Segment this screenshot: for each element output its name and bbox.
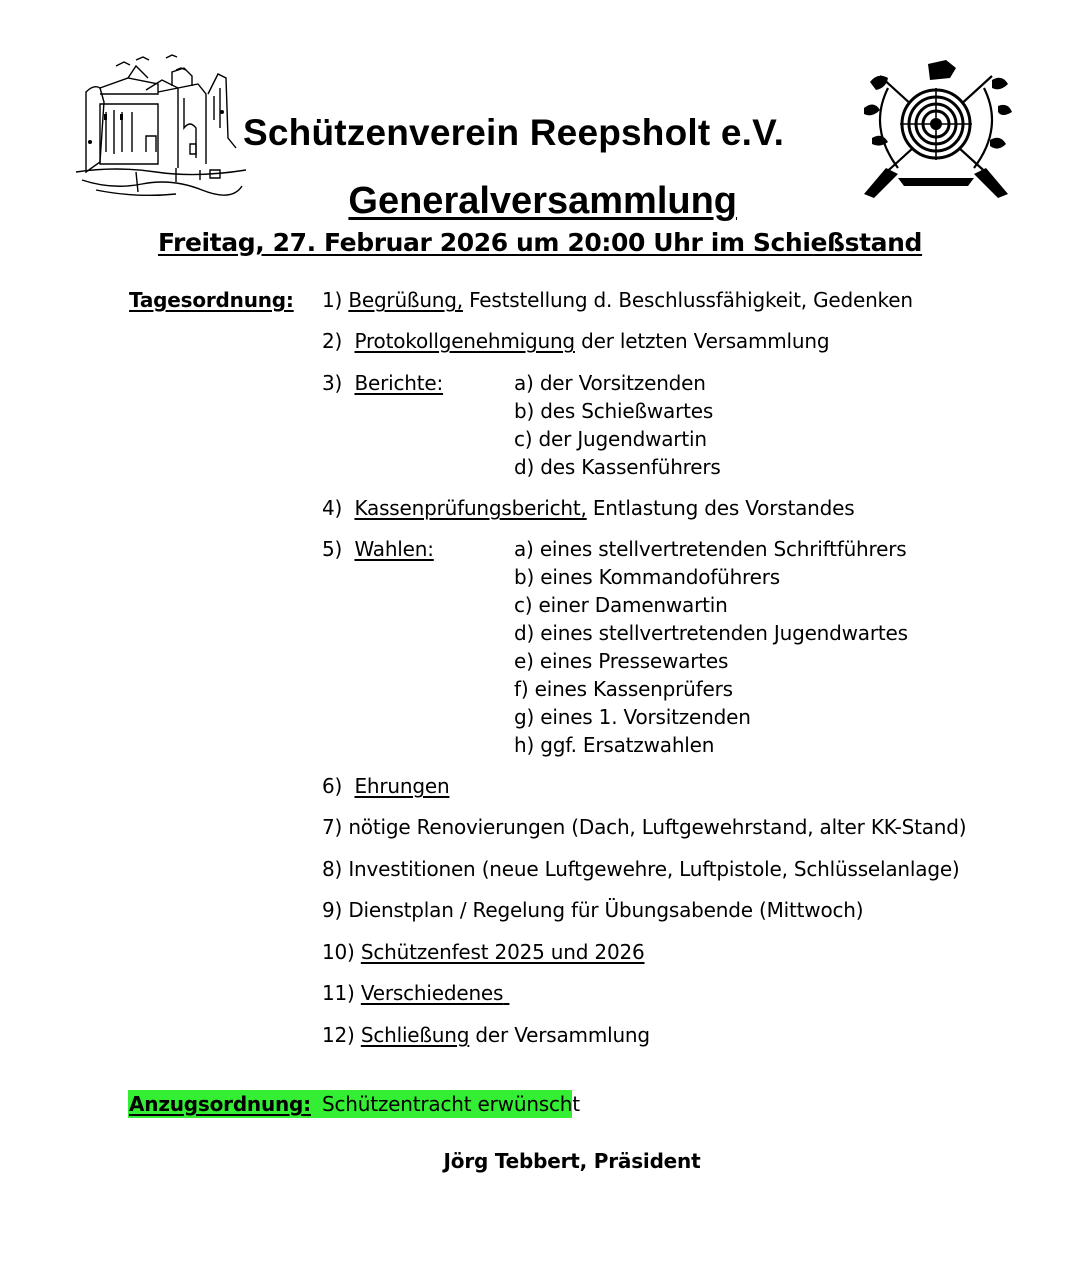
dress-code-value: Schützentracht erwünscht [322,1092,580,1116]
agenda-item-3: 3) Berichte: [322,371,444,395]
agenda-item-5-sub-e: e) eines Pressewartes [514,649,729,673]
agenda-item-5: 5) Wahlen: [322,537,434,561]
agenda-item-1: 1) Begrüßung, Feststellung d. Beschlussfähigkeit, Gedenken [322,288,913,312]
page-title: Generalversammlung [348,180,738,222]
agenda-label: Tagesordnung: [129,288,294,312]
event-date-line: Freitag, 27. Februar 2026 um 20:00 Uhr im Schießstand [157,228,923,257]
agenda-item-5-sub-d: d) eines stellvertretenden Jugendwartes [514,621,908,645]
agenda-item-5-sub-b: b) eines Kommandoführers [514,565,780,589]
agenda-item-3-sub-c: c) der Jugendwartin [514,427,707,451]
agenda-item-5-sub-g: g) eines 1. Vorsitzenden [514,705,751,729]
agenda-item-5-sub-f: f) eines Kassenprüfers [514,677,733,701]
agenda-item-5-sub-h: h) ggf. Ersatzwahlen [514,733,715,757]
agenda-item-3-sub-d: d) des Kassenführers [514,455,721,479]
agenda-item-11: 11) Verschiedenes [322,981,504,1005]
signature: Jörg Tebbert, Präsident [443,1149,701,1173]
club-name: Schützenverein Reepsholt e.V. [243,112,785,153]
agenda-item-4: 4) Kassenprüfungsbericht, Entlastung des Vorstandes [322,496,855,520]
agenda-item-3-sub-b: b) des Schießwartes [514,399,714,423]
agenda-item-5-sub-a: a) eines stellvertretenden Schriftführers [514,537,907,561]
agenda-item-2: 2) Protokollgenehmigung der letzten Versammlung [322,329,830,353]
dress-code-label: Anzugsordnung: [129,1092,311,1116]
agenda-item-10: 10) Schützenfest 2025 und 2026 [322,940,645,964]
agenda-item-7: 7) nötige Renovierungen (Dach, Luftgewehrstand, alter KK-Stand) [322,815,967,839]
agenda-item-6: 6) Ehrungen [322,774,450,798]
agenda-item-3-sub-a: a) der Vorsitzenden [514,371,706,395]
agenda-item-5-sub-c: c) einer Damenwartin [514,593,728,617]
shooting-target-emblem [858,58,1014,198]
agenda-item-12: 12) Schließung der Versammlung [322,1023,650,1047]
agenda-item-8: 8) Investitionen (neue Luftgewehre, Luftpistole, Schlüsselanlage) [322,857,960,881]
agenda-item-9: 9) Dienstplan / Regelung für Übungsabende (Mittwoch) [322,898,864,922]
